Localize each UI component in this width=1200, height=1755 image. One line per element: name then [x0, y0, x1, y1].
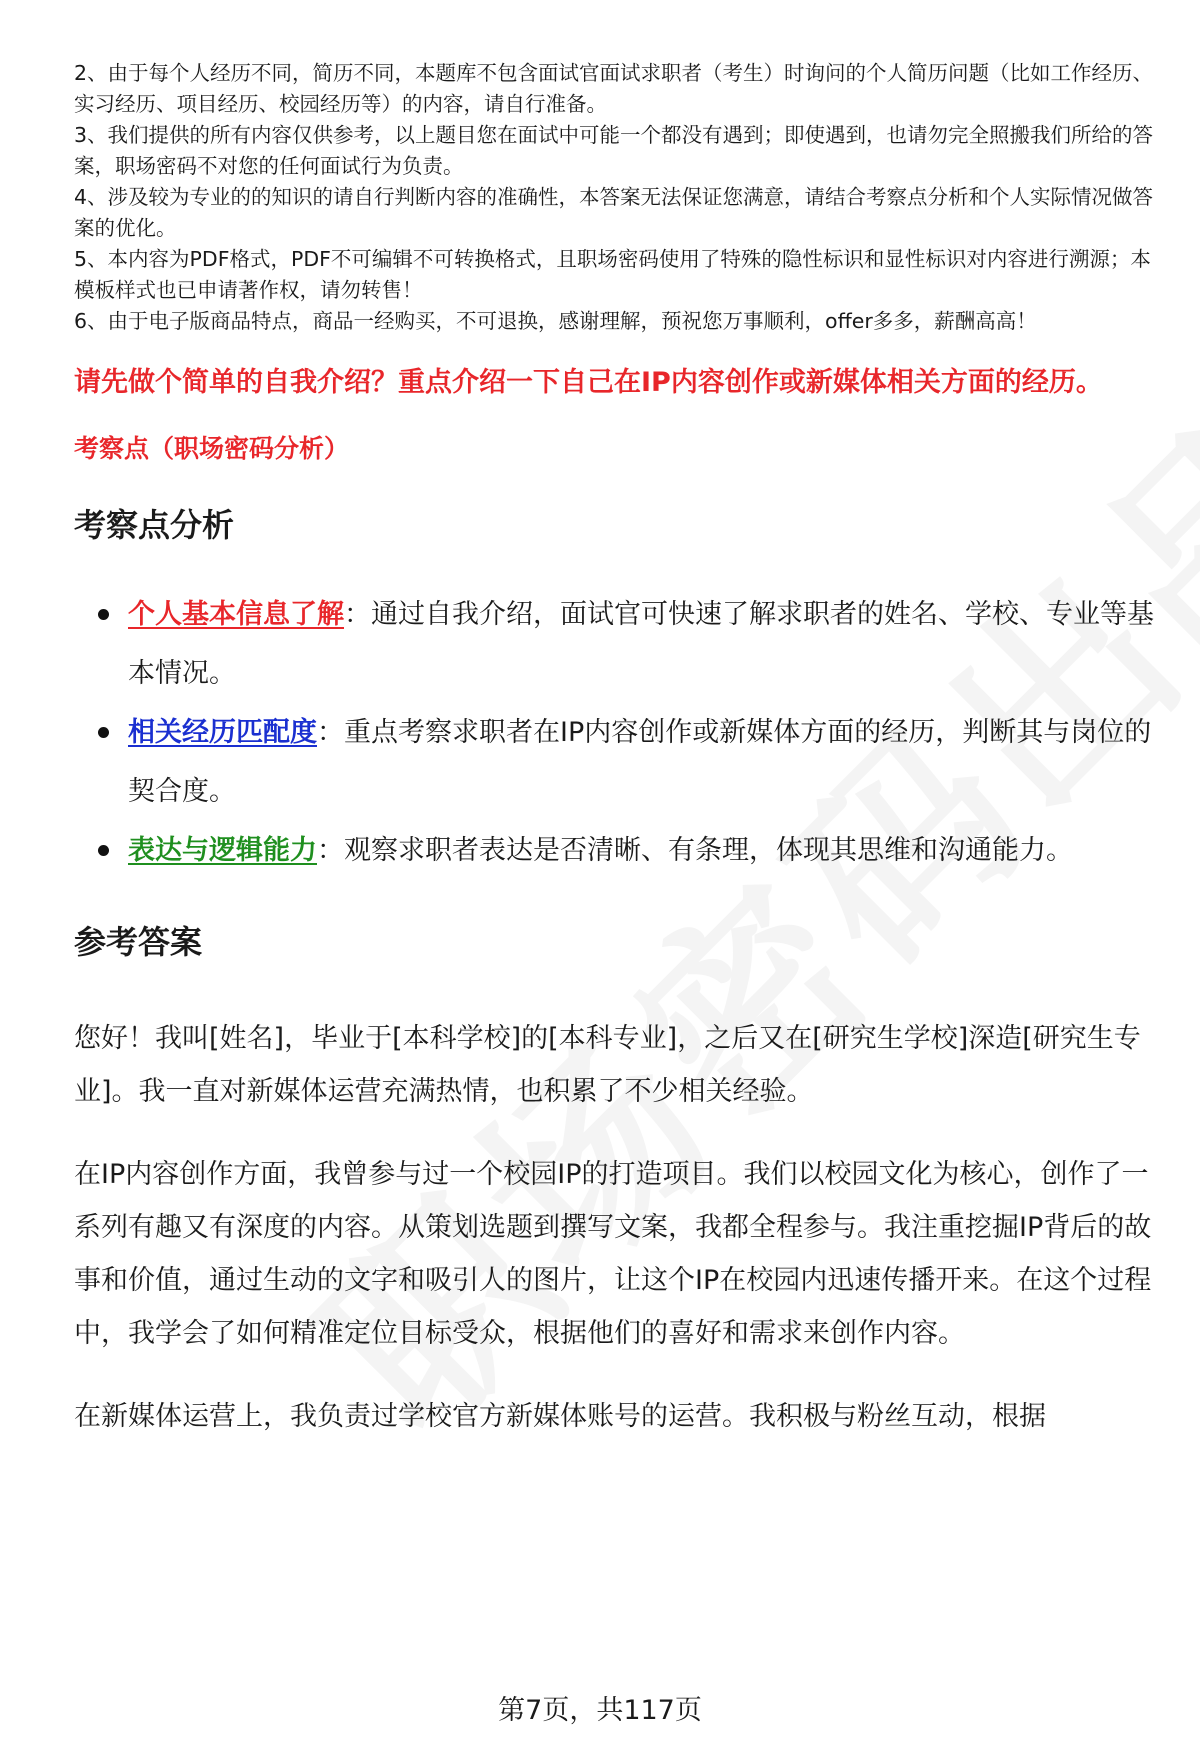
point-text: ：重点考察求职者在IP内容创作或新媒体方面的经历，判断其与岗位的契合度。	[128, 717, 1152, 807]
point-term: 个人基本信息了解	[128, 599, 344, 630]
answer-heading: 参考答案	[74, 923, 203, 961]
note-item: 6、由于电子版商品特点，商品一经购买，不可退换，感谢理解，预祝您万事顺利，offer多多，薪酬高高！	[74, 309, 1037, 333]
note-item: 3、我们提供的所有内容仅供参考，以上题目您在面试中可能一个都没有遇到；即使遇到，也请勿完全照搬我们所给的答案，职场密码不对您的任何面试行为负责。	[74, 123, 1154, 178]
analysis-points	[74, 585, 1154, 880]
answer-paragraph: 您好！我叫[姓名]，毕业于[本科学校]的[本科专业]，之后又在[研究生学校]深造[研究生专业]。我一直对新媒体运营充满热情，也积累了不少相关经验。	[74, 1023, 1141, 1107]
page-number: 第7页，共117页	[498, 1695, 702, 1726]
point-term: 相关经历匹配度	[128, 717, 317, 748]
analysis-heading: 考察点分析	[74, 506, 235, 544]
question-title: 请先做个简单的自我介绍？重点介绍一下自己在IP内容创作或新媒体相关方面的经历。	[74, 367, 1103, 398]
note-item: 5、本内容为PDF格式，PDF不可编辑不可转换格式，且职场密码使用了特殊的隐性标识和显性标识对内容进行溯源；本模板样式也已申请著作权，请勿转售！	[74, 247, 1151, 302]
answer-paragraph: 在新媒体运营上，我负责过学校官方新媒体账号的运营。我积极与粉丝互动，根据	[74, 1401, 1046, 1432]
list-item	[74, 703, 1154, 821]
answer-paragraph: 在IP内容创作方面，我曾参与过一个校园IP的打造项目。我们以校园文化为核心，创作了一系列有趣又有深度的内容。从策划选题到撰写文案，我都全程参与。我注重挖掘IP背后的故事和价值，通过生动的文字和吸引人的图片，让这个IP在校园内迅速传播开来。在这个过程中，我学会了如何精准定位目标受众，根据他们的喜好和需求来创作内容。	[74, 1159, 1152, 1349]
document-page	[74, 58, 1154, 1443]
bullet-icon	[98, 845, 109, 856]
note-item: 4、涉及较为专业的的知识的请自行判断内容的准确性，本答案无法保证您满意，请结合考察点分析和个人实际情况做答案的优化。	[74, 185, 1154, 240]
bullet-icon	[98, 609, 109, 620]
point-text: ：观察求职者表达是否清晰、有条理，体现其思维和沟通能力。	[317, 835, 1073, 866]
kaocha-label: 考察点（职场密码分析）	[74, 434, 350, 463]
point-text: ：通过自我介绍，面试官可快速了解求职者的姓名、学校、专业等基本情况。	[128, 599, 1154, 689]
notes-list	[74, 58, 1154, 337]
note-item: 2、由于每个人经历不同，简历不同，本题库不包含面试官面试求职者（考生）时询问的个人简历问题（比如工作经历、实习经历、项目经历、校园经历等）的内容，请自行准备。	[74, 61, 1154, 116]
bullet-icon	[98, 727, 109, 738]
list-item	[74, 585, 1154, 703]
point-term: 表达与逻辑能力	[128, 835, 317, 866]
list-item	[74, 821, 1154, 880]
